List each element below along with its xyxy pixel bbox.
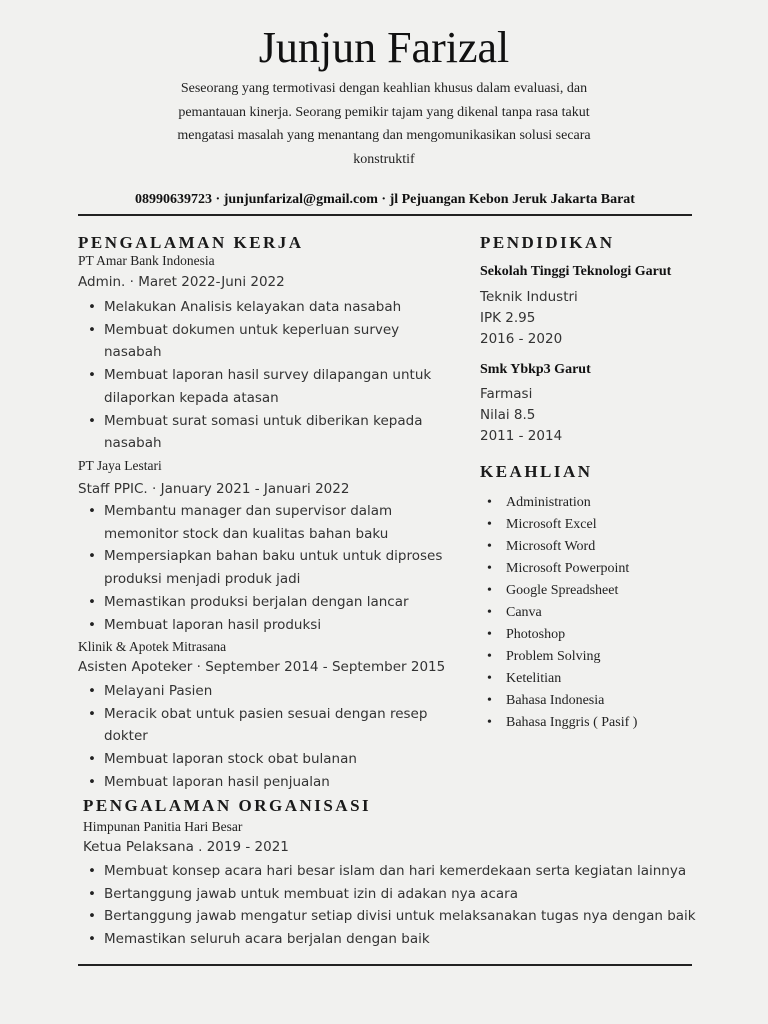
job-duties-list [78, 500, 454, 636]
list-item: • Membuat laporan stock obat bulanan [104, 748, 474, 771]
work-experience-heading: PENGALAMAN KERJA [78, 233, 304, 252]
skill-item: • Photoshop [506, 624, 637, 646]
skill-item: • Google Spreadsheet [506, 580, 637, 602]
top-divider [78, 214, 692, 216]
school-score: Nilai 8.5 [480, 407, 536, 423]
school-major: Teknik Industri [480, 289, 578, 305]
job-org: PT Jaya Lestari [78, 458, 162, 473]
education-heading: PENDIDIKAN [480, 233, 615, 252]
skill-item: • Bahasa Inggris ( Pasif ) [506, 712, 637, 734]
organization-name: Himpunan Panitia Hari Besar [83, 819, 243, 834]
school-years: 2011 - 2014 [480, 428, 563, 444]
skills-heading: KEAHLIAN [480, 462, 593, 481]
skill-item: • Microsoft Word [506, 536, 637, 558]
profile-summary: Seseorang yang termotivasi dengan keahlian khusus dalam evaluasi, dan pemantauan kinerja. Seorang pemikir tajam yang dikenal tanpa rasa takut mengatasi masalah yang menantang dan mengomunikasikan solusi secara konstruktif [177, 81, 591, 167]
organization-duties-list [78, 860, 724, 951]
school-name: Sekolah Tinggi Teknologi Garut [480, 264, 672, 279]
list-item: • Melayani Pasien [104, 680, 474, 703]
list-item: • Membuat konsep acara hari besar islam dan hari kemerdekaan serta kegiatan lainnya [104, 860, 724, 883]
list-item: • Membuat laporan hasil survey dilapangan untuk dilaporkan kepada atasan [104, 364, 454, 409]
organization-role: Ketua Pelaksana . 2019 - 2021 [83, 839, 289, 855]
job-duties-list [78, 680, 474, 794]
list-item: • Memastikan produksi berjalan dengan lancar [104, 591, 454, 614]
list-item: • Membuat laporan hasil produksi [104, 614, 454, 637]
list-item: • Melakukan Analisis kelayakan data nasabah [104, 296, 454, 319]
list-item: • Mempersiapkan bahan baku untuk untuk diproses produksi menjadi produk jadi [104, 545, 454, 590]
organization-heading: PENGALAMAN ORGANISASI [83, 796, 372, 815]
contact-line: 08990639723 · junjunfarizal@gmail.com · jl Pejuangan Kebon Jeruk Jakarta Barat [135, 192, 635, 207]
school-years: 2016 - 2020 [480, 331, 563, 347]
job-role: Asisten Apoteker · September 2014 - September 2015 [78, 659, 446, 675]
skill-item: • Administration [506, 492, 637, 514]
list-item: • Bertanggung jawab mengatur setiap divisi untuk melaksanakan tugas nya dengan baik [104, 905, 724, 928]
list-item: • Memastikan seluruh acara berjalan dengan baik [104, 928, 724, 951]
job-role: Admin. · Maret 2022-Juni 2022 [78, 274, 285, 290]
list-item: • Membuat surat somasi untuk diberikan kepada nasabah [104, 410, 454, 455]
list-item: • Meracik obat untuk pasien sesuai dengan resep dokter [104, 703, 474, 748]
skill-item: • Ketelitian [506, 668, 637, 690]
skills-list [480, 492, 637, 734]
skill-item: • Microsoft Powerpoint [506, 558, 637, 580]
skill-item: • Problem Solving [506, 646, 637, 668]
school-name: Smk Ybkp3 Garut [480, 362, 591, 377]
list-item: • Membantu manager dan supervisor dalam memonitor stock dan kualitas bahan baku [104, 500, 454, 545]
candidate-name: Junjun Farizal [258, 23, 510, 72]
bottom-divider [78, 964, 692, 966]
skill-item: • Microsoft Excel [506, 514, 637, 536]
list-item: • Membuat dokumen untuk keperluan survey nasabah [104, 319, 454, 364]
skill-item: • Canva [506, 602, 637, 624]
job-org: Klinik & Apotek Mitrasana [78, 639, 227, 654]
job-role: Staff PPIC. · January 2021 - Januari 2022 [78, 481, 350, 497]
school-score: IPK 2.95 [480, 310, 536, 326]
job-duties-list [78, 296, 454, 455]
job-org: PT Amar Bank Indonesia [78, 253, 215, 268]
skill-item: • Bahasa Indonesia [506, 690, 637, 712]
list-item: • Bertanggung jawab untuk membuat izin di adakan nya acara [104, 883, 724, 906]
list-item: • Membuat laporan hasil penjualan [104, 771, 474, 794]
school-major: Farmasi [480, 386, 533, 402]
